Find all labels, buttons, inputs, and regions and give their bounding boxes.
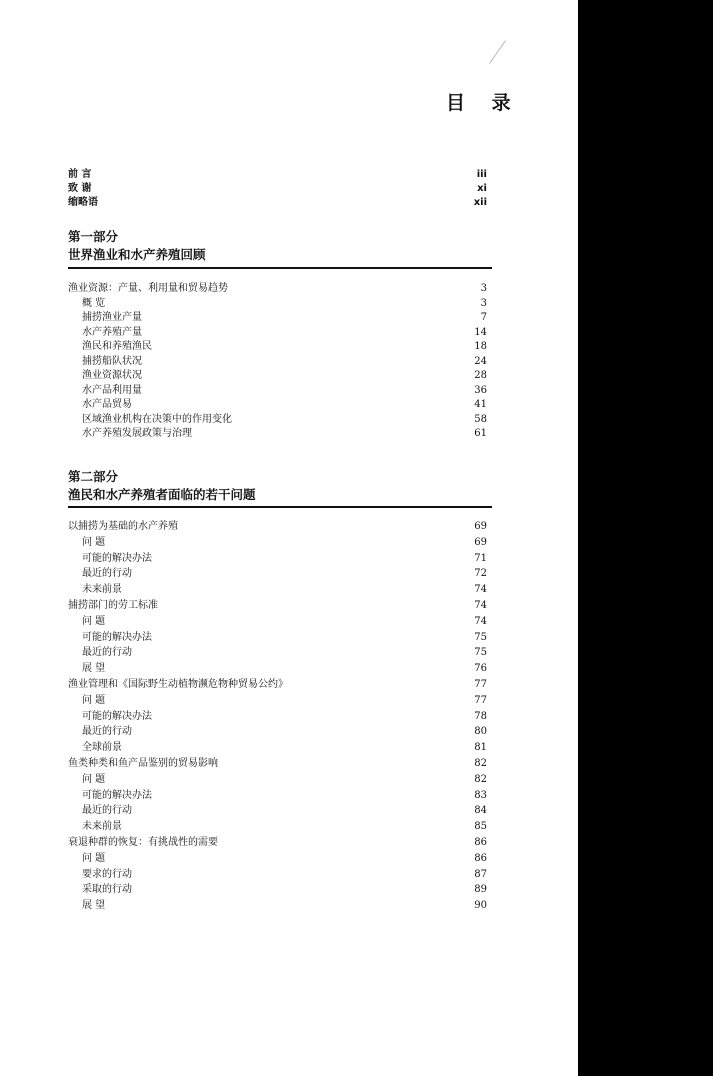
decorative-line xyxy=(489,40,506,64)
toc-subentry[interactable] xyxy=(68,899,487,913)
toc-entry-page: 74 xyxy=(474,584,487,596)
toc-entry-title: 最近的行动 xyxy=(82,568,132,580)
toc-entry-title: 未来前景 xyxy=(82,821,122,833)
toc-subentry[interactable] xyxy=(68,615,487,629)
toc-subentry[interactable] xyxy=(68,297,487,311)
toc-entry-title: 以捕捞为基础的水产养殖 xyxy=(68,521,178,532)
toc-entry-page: 41 xyxy=(474,399,487,410)
toc-entry-title: 鱼类种类和鱼产品鉴别的贸易影响 xyxy=(68,758,218,769)
part2-divider xyxy=(68,506,492,508)
toc-subentry[interactable] xyxy=(68,789,487,803)
toc-chapter-entry[interactable] xyxy=(68,757,487,771)
part1-title: 世界渔业和水产养殖回顾 xyxy=(68,247,206,262)
toc-entry-page: 80 xyxy=(474,726,487,738)
toc-entry-title: 全球前景 xyxy=(82,742,122,754)
toc-entry-title: 展 望 xyxy=(82,900,106,912)
toc-subentry[interactable] xyxy=(68,311,487,325)
toc-entry-title: 问 题 xyxy=(82,615,106,627)
toc-entry-title: 可能的解决办法 xyxy=(82,631,152,643)
toc-entry-page: 90 xyxy=(474,900,487,912)
toc-entry-title: 可能的解决办法 xyxy=(82,789,152,801)
toc-entry-title: 问 题 xyxy=(82,694,106,706)
toc-entry-page: 75 xyxy=(474,631,487,643)
toc-entry-title: 最近的行动 xyxy=(82,726,132,738)
toc-subentry[interactable] xyxy=(68,369,487,383)
toc-chapter-entry[interactable] xyxy=(68,520,487,534)
toc-entry-page: 7 xyxy=(480,312,487,323)
page-title: 目 录 xyxy=(446,92,521,114)
toc-subentry[interactable] xyxy=(68,552,487,566)
toc-entry-page: 74 xyxy=(474,615,487,627)
toc-entry-page: 3 xyxy=(480,297,487,309)
toc-entry-page: 78 xyxy=(474,710,487,722)
toc-entry-title: 前 言 xyxy=(68,169,92,180)
toc-subentry[interactable] xyxy=(68,646,487,660)
toc-entry-title: 水产品贸易 xyxy=(82,399,132,410)
toc-entry-page: 69 xyxy=(474,536,487,548)
toc-entry-page: 82 xyxy=(474,758,487,769)
toc-subentry[interactable] xyxy=(68,710,487,724)
toc-subentry[interactable] xyxy=(68,326,487,340)
toc-entry-page: 3 xyxy=(480,283,487,294)
toc-entry-page: 86 xyxy=(474,837,487,848)
toc-subentry[interactable] xyxy=(68,427,487,441)
toc-subentry[interactable] xyxy=(68,662,487,676)
toc-entry-title: 最近的行动 xyxy=(82,647,132,659)
toc-subentry[interactable] xyxy=(68,631,487,645)
toc-entry-title: 采取的行动 xyxy=(82,884,132,896)
toc-entry-title: 捕捞部门的劳工标准 xyxy=(68,600,158,611)
toc-entry-title: 缩略语 xyxy=(68,197,98,208)
toc-row-acknowledgements[interactable] xyxy=(68,182,487,196)
toc-entry-title: 展 望 xyxy=(82,663,106,675)
toc-subentry[interactable] xyxy=(68,868,487,882)
toc-chapter-entry[interactable] xyxy=(68,678,487,692)
toc-subentry[interactable] xyxy=(68,804,487,818)
toc-subentry[interactable] xyxy=(68,583,487,597)
toc-entry-title: 概 览 xyxy=(82,297,106,309)
toc-row-preface[interactable] xyxy=(68,168,487,182)
toc-entry-page: xi xyxy=(477,183,487,194)
toc-entry-page: 77 xyxy=(474,694,487,706)
part1-label: 第一部分 xyxy=(68,229,119,244)
toc-subentry[interactable] xyxy=(68,883,487,897)
toc-entry-title: 问 题 xyxy=(82,852,106,864)
toc-entry-title: 可能的解决办法 xyxy=(82,710,152,722)
toc-entry-title: 渔业资源状况 xyxy=(82,370,142,381)
toc-entry-title: 未来前景 xyxy=(82,584,122,596)
toc-entry-page: 58 xyxy=(474,413,487,425)
toc-entry-title: 水产品利用量 xyxy=(82,384,142,396)
scan-edge-shadow xyxy=(578,0,713,1076)
toc-entry-page: 84 xyxy=(474,805,487,817)
toc-entry-page: 36 xyxy=(474,384,487,396)
toc-entry-page: xii xyxy=(473,197,487,208)
toc-subentry[interactable] xyxy=(68,852,487,866)
toc-entry-title: 最近的行动 xyxy=(82,805,132,817)
toc-entry-page: 76 xyxy=(474,663,487,675)
toc-subentry[interactable] xyxy=(68,725,487,739)
toc-entry-page: 83 xyxy=(474,789,487,801)
toc-entry-page: 24 xyxy=(474,355,487,367)
toc-subentry[interactable] xyxy=(68,741,487,755)
toc-entry-title: 致 谢 xyxy=(68,183,92,194)
toc-subentry[interactable] xyxy=(68,398,487,412)
toc-chapter-entry[interactable] xyxy=(68,599,487,613)
toc-entry-title: 渔业资源：产量、利用量和贸易趋势 xyxy=(68,283,228,294)
toc-entry-page: 69 xyxy=(474,521,487,532)
toc-entry-page: 85 xyxy=(474,821,487,833)
toc-subentry[interactable] xyxy=(68,384,487,398)
part2-label: 第二部分 xyxy=(68,469,119,484)
toc-entry-page: 89 xyxy=(474,884,487,896)
toc-entry-title: 渔民和养殖渔民 xyxy=(82,341,152,352)
toc-entry-page: 74 xyxy=(474,600,487,611)
toc-entry-title: 捕捞船队状况 xyxy=(82,355,142,367)
toc-entry-title: 要求的行动 xyxy=(82,868,132,880)
toc-subentry[interactable] xyxy=(68,413,487,427)
toc-entry-title: 问 题 xyxy=(82,536,106,548)
toc-entry-page: 87 xyxy=(474,868,487,880)
toc-entry-page: 61 xyxy=(474,428,487,439)
toc-entry-page: 86 xyxy=(474,852,487,864)
toc-entry-title: 区域渔业机构在决策中的作用变化 xyxy=(82,413,232,425)
toc-entry-page: 14 xyxy=(474,326,487,338)
toc-entry-page: 82 xyxy=(474,773,487,785)
toc-subentry[interactable] xyxy=(68,355,487,369)
toc-entry-title: 问 题 xyxy=(82,773,106,785)
toc-chapter-entry[interactable] xyxy=(68,836,487,850)
toc-entry-title: 水产养殖发展政策与治理 xyxy=(82,428,192,439)
part2-title: 渔民和水产养殖者面临的若干问题 xyxy=(68,487,256,502)
toc-entry-page: 81 xyxy=(474,742,487,754)
toc-chapter-entry[interactable] xyxy=(68,282,487,296)
toc-subentry[interactable] xyxy=(68,536,487,550)
toc-entry-title: 水产养殖产量 xyxy=(82,326,142,338)
toc-entry-page: 77 xyxy=(474,679,487,690)
toc-entry-page: 72 xyxy=(474,568,487,580)
toc-entry-title: 捕捞渔业产量 xyxy=(82,312,142,323)
part1-divider xyxy=(68,267,492,269)
toc-entry-page: iii xyxy=(476,169,487,180)
toc-subentry[interactable] xyxy=(68,820,487,834)
toc-subentry[interactable] xyxy=(68,694,487,708)
toc-subentry[interactable] xyxy=(68,567,487,581)
toc-subentry[interactable] xyxy=(68,773,487,787)
toc-entry-page: 28 xyxy=(474,370,487,381)
toc-subentry[interactable] xyxy=(68,340,487,354)
toc-entry-page: 75 xyxy=(474,647,487,659)
toc-entry-title: 可能的解决办法 xyxy=(82,552,152,564)
toc-entry-page: 71 xyxy=(474,552,487,564)
toc-entry-title: 衰退种群的恢复：有挑战性的需要 xyxy=(68,837,218,848)
toc-entry-page: 18 xyxy=(474,341,487,352)
toc-row-abbreviations[interactable] xyxy=(68,196,487,210)
toc-entry-title: 渔业管理和《国际野生动植物濒危物种贸易公约》 xyxy=(68,679,288,690)
